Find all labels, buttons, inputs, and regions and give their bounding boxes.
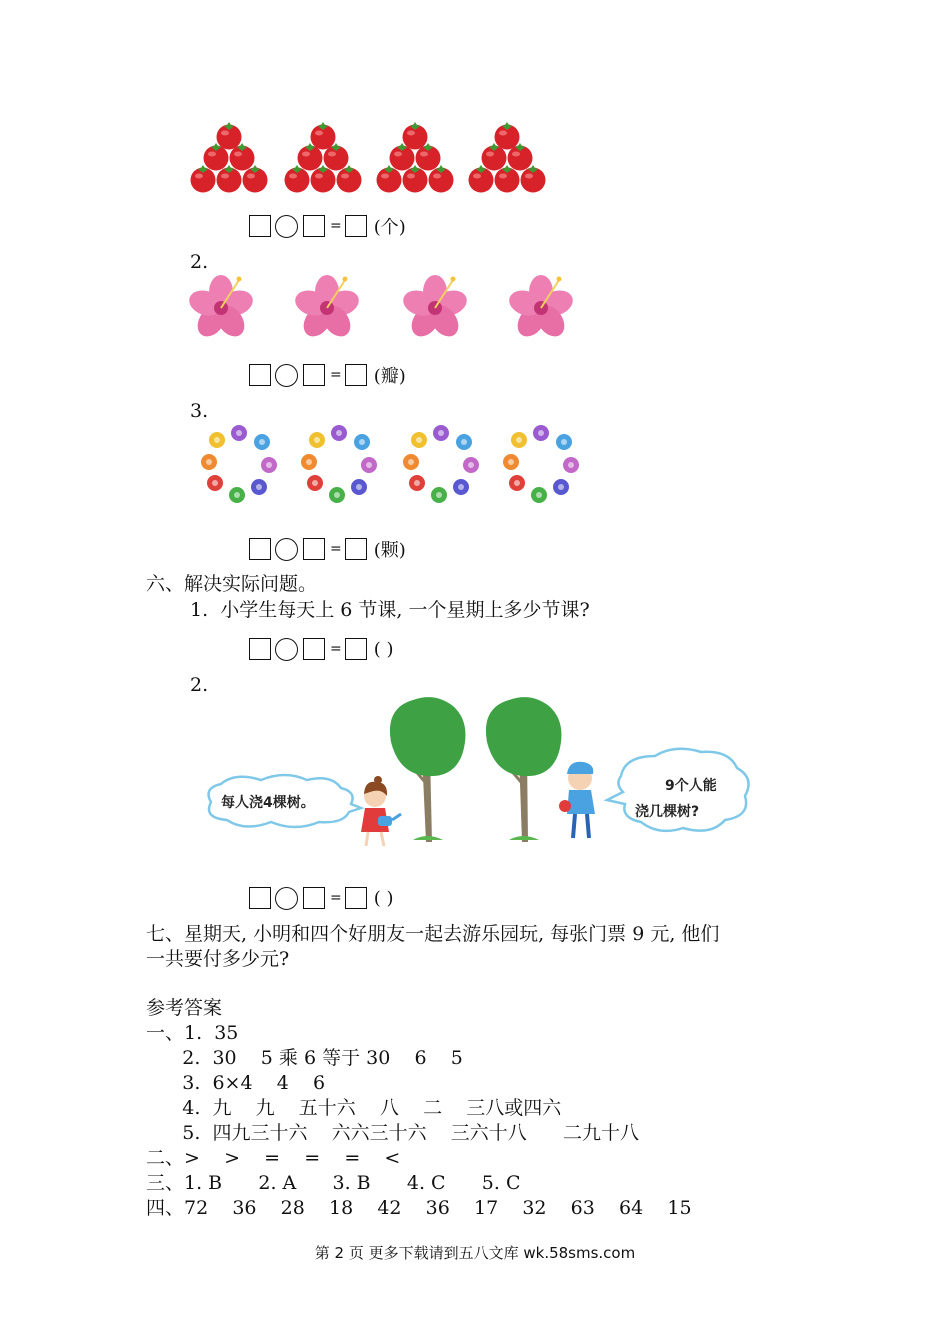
answer-box[interactable] [249,638,271,660]
answers-title: 参考答案 [146,997,223,1019]
bead-group-1 [201,425,277,503]
unit-label: (瓣) [373,366,406,387]
answer-box[interactable] [345,364,367,386]
answer-line: 5. 四九三十六 六六三十六 三六十八 二九十八 [146,1122,639,1144]
answer-box[interactable] [345,538,367,560]
section-7-line-2: 一共要付多少元? [146,948,290,970]
answer-box[interactable] [249,215,271,237]
equals-sign: = [330,367,342,383]
boy-watering [559,762,595,838]
tree-right [486,697,562,842]
answer-box[interactable] [345,215,367,237]
section-7-line-1: 七、星期天, 小明和四个好朋友一起去游乐园玩, 每张门票 9 元, 他们 [146,923,720,945]
bead-group-4 [503,425,579,503]
operator-circle[interactable] [275,215,298,238]
tomato-group-2 [285,122,362,193]
tomato-group-3 [377,122,454,193]
beads-figure [195,420,590,510]
answer-box[interactable] [303,638,325,660]
page-footer: 第 2 页 更多下载请到五八文库 wk.58sms.com [314,1244,636,1262]
bead-group-3 [403,425,479,503]
bubble-right-text-1: 9个人能 [665,778,717,794]
answer-box[interactable] [249,887,271,909]
equals-sign: = [330,641,342,657]
answer-blank[interactable]: ( ) [373,887,394,909]
tomato-group-4 [469,122,546,193]
answer-box[interactable] [345,887,367,909]
flower-4 [506,275,576,342]
answer-box[interactable] [303,215,325,237]
equals-sign: = [330,218,342,234]
answer-box[interactable] [303,538,325,560]
problem-label-3: 3. [190,400,209,422]
answer-box[interactable] [303,887,325,909]
flower-2 [292,275,362,342]
answer-line: 一、1. 35 [146,1022,239,1044]
flower-3 [400,275,470,342]
operator-circle[interactable] [275,887,298,910]
answer-line: 四、72 36 28 18 42 36 17 32 63 64 15 [146,1197,692,1219]
answer-line: 二、> > = = = < [146,1147,401,1169]
equals-sign: = [330,890,342,906]
section-6-problem-1: 1. 小学生每天上 6 节课, 一个星期上多少节课? [190,599,590,621]
section-6-heading: 六、解决实际问题。 [146,573,318,595]
flower-1 [186,275,256,342]
answer-equation-4 [249,635,394,663]
tomato-group-1 [191,122,268,193]
trees-watering-figure [195,692,755,854]
girl-watering [361,776,401,846]
answer-box[interactable] [249,538,271,560]
problem-label-2: 2. [190,251,209,273]
section-6-problem-2-label: 2. [190,674,209,696]
answer-box[interactable] [303,364,325,386]
answer-blank[interactable]: ( ) [373,638,394,660]
tomato-groups-figure [185,122,555,196]
bead-group-2 [301,425,377,503]
unit-label: (颗) [373,540,406,561]
answer-line: 2. 30 5 乘 6 等于 30 6 5 [146,1047,463,1069]
equals-sign: = [330,541,342,557]
answer-box[interactable] [345,638,367,660]
operator-circle[interactable] [275,638,298,661]
operator-circle[interactable] [275,364,298,387]
tree-left [390,697,466,842]
answer-equation-5 [249,884,394,912]
answer-line: 4. 九 九 五十六 八 二 三八或四六 [146,1097,562,1119]
answer-equation-1 [249,212,406,240]
operator-circle[interactable] [275,538,298,561]
answer-equation-2 [249,361,406,389]
answer-equation-3 [249,535,406,563]
bubble-right-text-2: 浇几棵树? [635,804,700,820]
unit-label: (个) [373,217,406,238]
answer-box[interactable] [249,364,271,386]
answer-line: 三、1. B 2. A 3. B 4. C 5. C [146,1172,521,1194]
bubble-left-text: 每人浇4棵树。 [221,795,315,811]
answer-line: 3. 6×4 4 6 [146,1072,326,1094]
flowers-figure [185,268,580,344]
